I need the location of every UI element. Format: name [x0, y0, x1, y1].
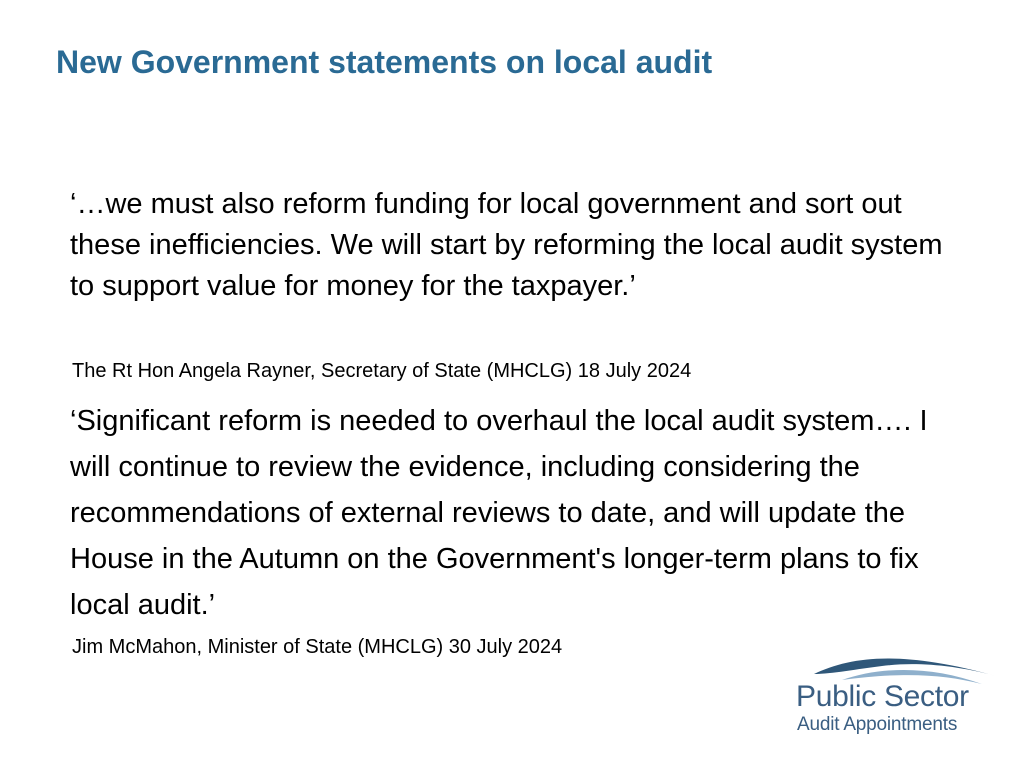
logo-text-line2: Audit Appointments — [797, 714, 958, 735]
quote-text: ‘…we must also reform funding for local government and sort out these inefficiencies. We will start by reforming the local audit system to support value for money for the taxpayer.’ — [70, 188, 943, 302]
logo-text-line1: Public Sector — [796, 680, 969, 713]
slide-title: New Government statements on local audit — [56, 44, 713, 80]
quote-attribution: The Rt Hon Angela Rayner, Secretary of State (MHCLG) 18 July 2024 — [72, 360, 692, 382]
quote-mcmahon — [70, 398, 970, 628]
psaa-logo — [792, 650, 998, 744]
quote-attribution: Jim McMahon, Minister of State (MHCLG) 30 July 2024 — [72, 636, 563, 658]
quote-text: ‘Significant reform is needed to overhaul the local audit system…. I will continue to review the evidence, including considering the recommendations of external reviews to date, and will update the House in the Autumn on the Government's longer-term plans to fix local audit.’ — [70, 405, 928, 621]
quote-rayner — [70, 184, 970, 307]
